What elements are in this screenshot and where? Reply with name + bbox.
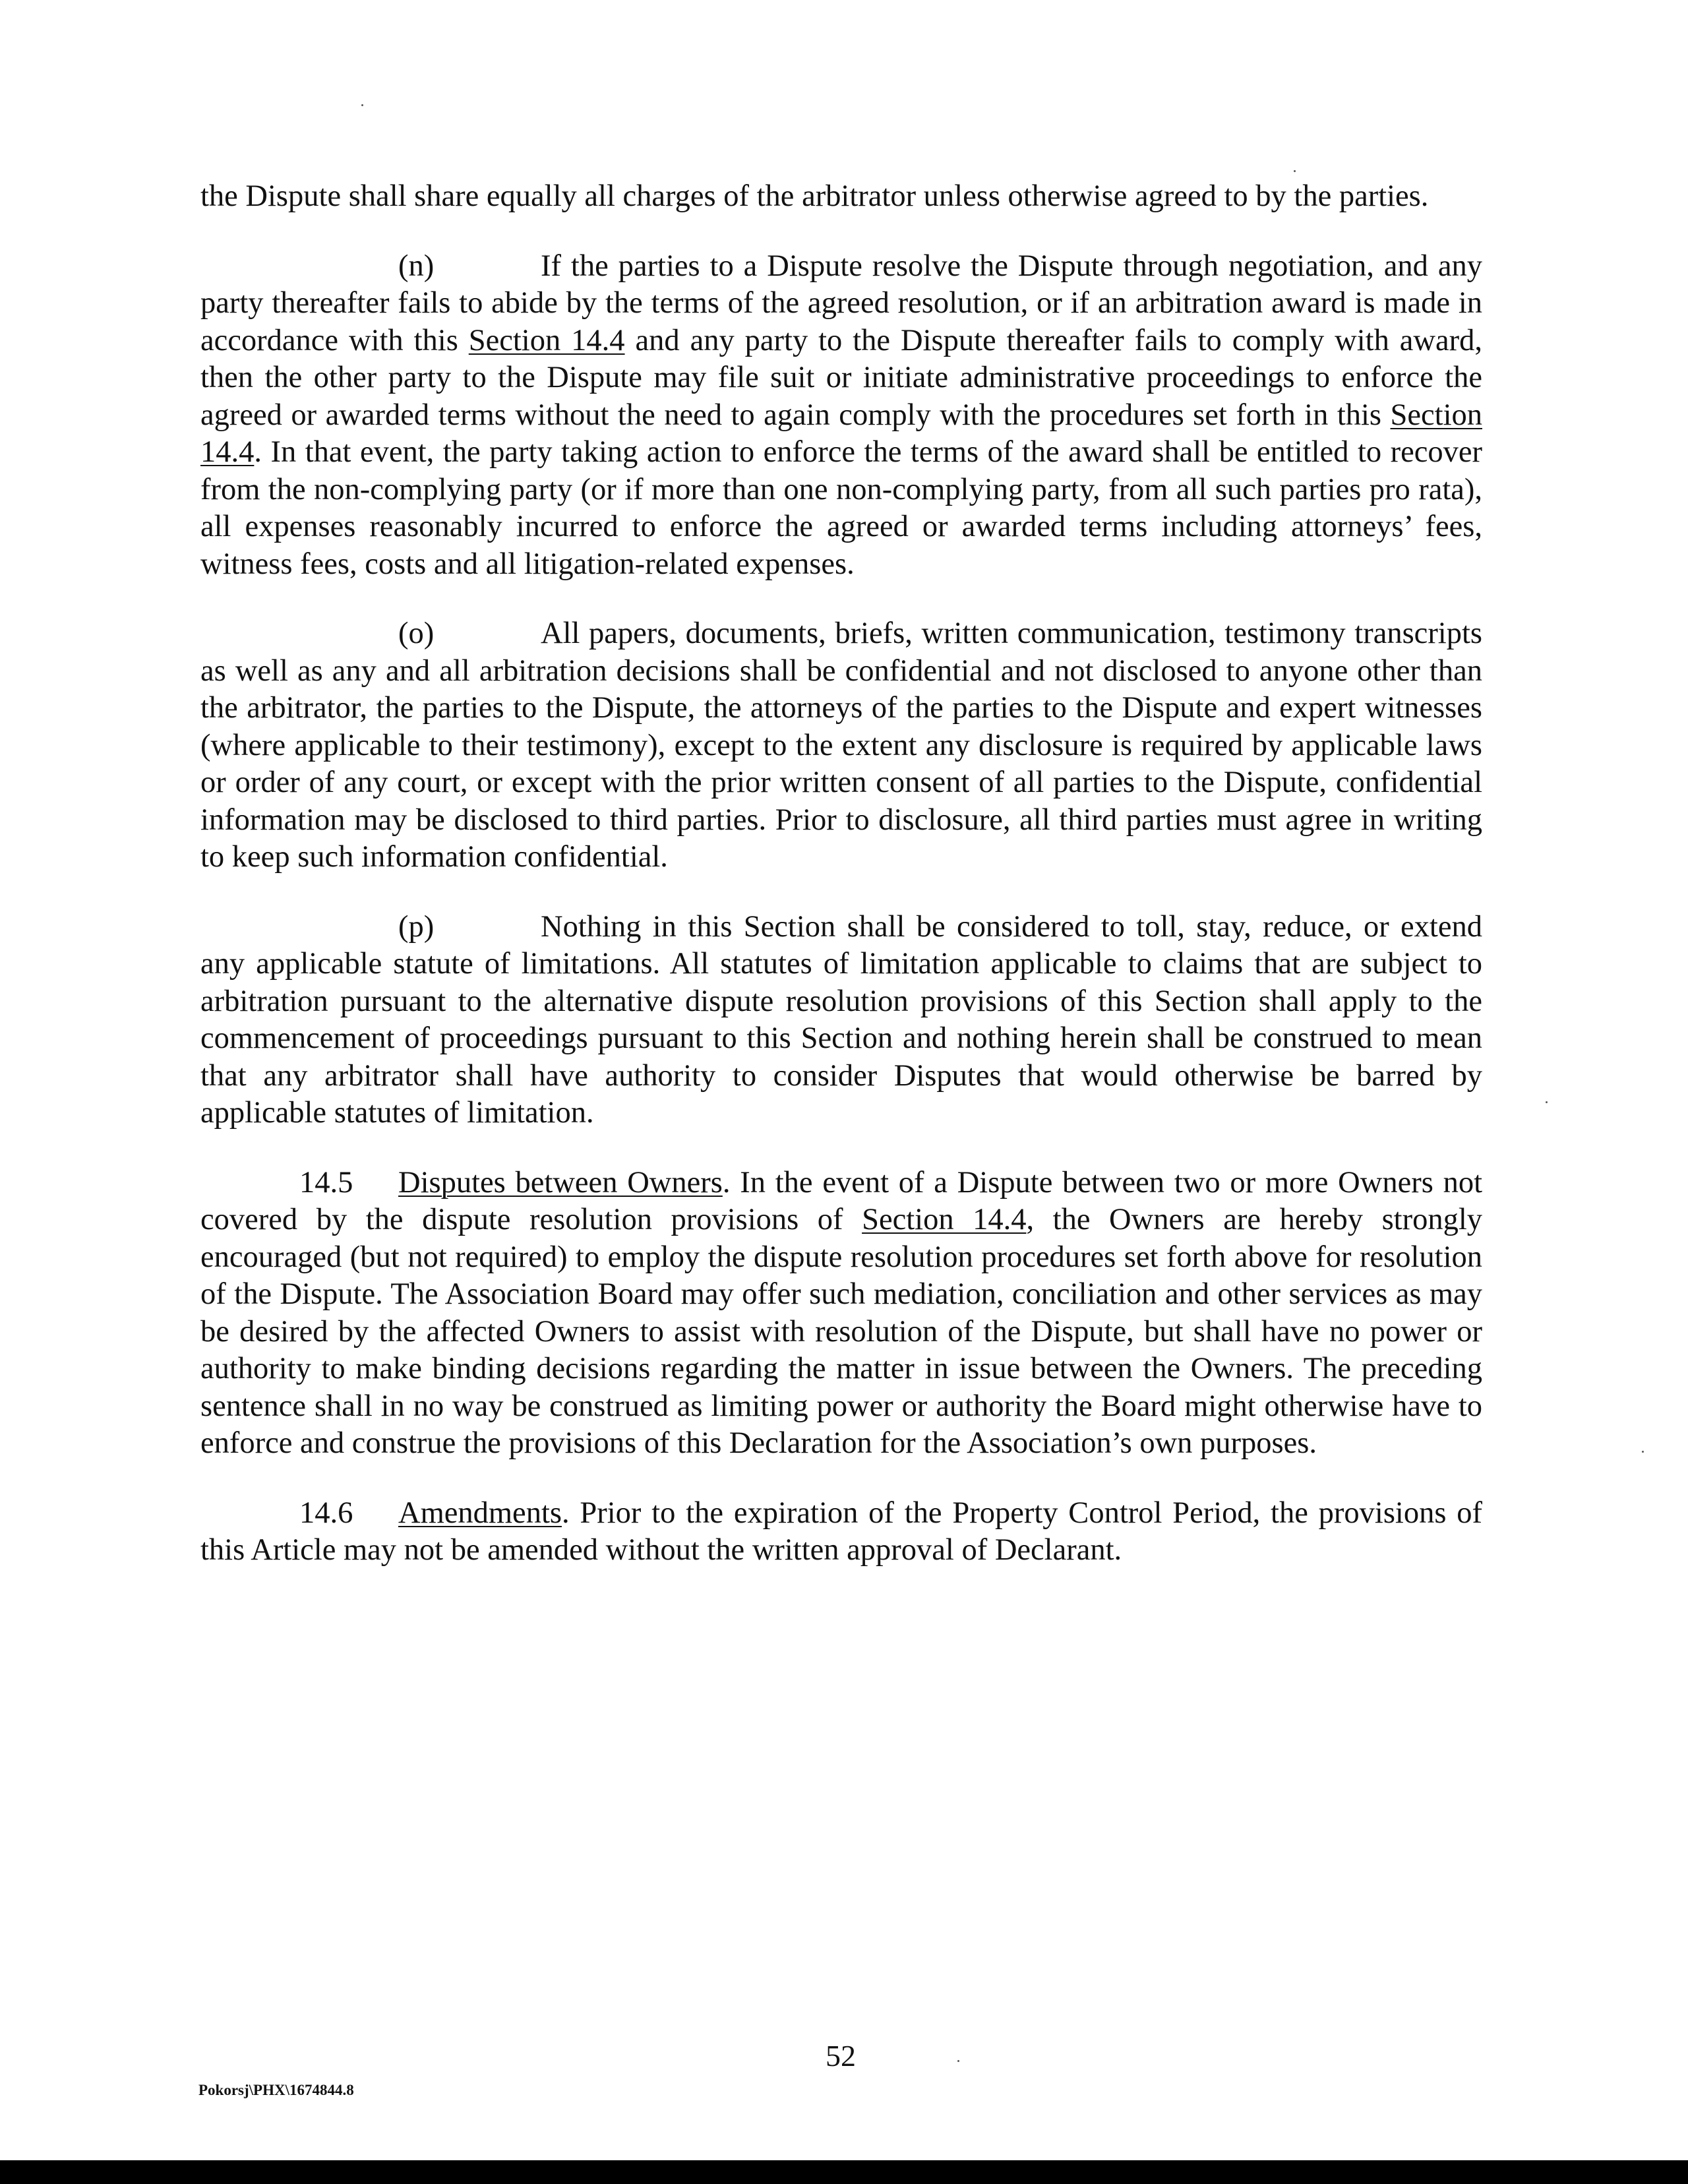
document-body (200, 178, 1482, 1602)
paragraph-n-text-2: and any party to the Dispute thereafter fails to comply with award, then the other party to the Dispute may file suit or initiate administrative proceedings to enforce the agreed or awarded terms without the need to again comply with the procedures set forth in this (200, 323, 1482, 432)
section-14-4-reference: Section 14.4 (862, 1203, 1027, 1236)
paragraph-n (200, 248, 1482, 584)
scan-speck (1294, 170, 1296, 172)
intro-text: the Dispute shall share equally all charges of the arbitrator unless otherwise agreed to by the parties. (200, 179, 1429, 213)
section-14-5-text-2: , the Owners are hereby strongly encouraged (but not required) to employ the dispute resolution procedures set forth above for resolution of the Dispute. The Association Board may offer such mediation, conciliation and other services as may be desired by the affected Owners to assist with resolution of the Dispute, but shall have no power or authority to make binding decisions regarding the matter in issue between the Owners. The preceding sentence shall in no way be construed as limiting power or authority the Board might otherwise have to enforce and construe the provisions of this Declaration for the Association’s own purposes. (200, 1203, 1482, 1460)
paragraph-n-marker: (n) (398, 249, 435, 283)
paragraph-o-marker: (o) (398, 617, 435, 650)
paragraph-p-text: Nothing in this Section shall be considered to toll, stay, reduce, or extend any applicable statute of limitations. All statutes of limitation applicable to claims that are subject to arbitration pursuant to the alternative dispute resolution provisions of this Section shall apply to the commencement of proceedings pursuant to this Section and nothing herein shall be construed to mean that any arbitrator shall have authority to consider Disputes that would otherwise be barred by applicable statutes of limitation. (200, 909, 1482, 1130)
scan-speck (957, 2060, 959, 2062)
scan-speck (361, 104, 363, 106)
section-14-5-text-1: . In the event of a Dispute between two or more Owners not covered by the dispute resolution provisions of (200, 1165, 1482, 1236)
section-14-6-heading: Amendments (398, 1496, 562, 1530)
section-14-5 (200, 1165, 1482, 1463)
scan-speck (1546, 1101, 1548, 1103)
paragraph-o (200, 615, 1482, 876)
paragraph-p (200, 909, 1482, 1132)
section-14-4-reference: Section 14.4 (200, 398, 1482, 469)
intro-paragraph (200, 178, 1482, 216)
scan-bottom-border (0, 2160, 1688, 2184)
section-14-6-text: . Prior to the expiration of the Property Control Period, the provisions of this Article may not be amended without the written approval of Declarant. (200, 1496, 1482, 1567)
scan-speck (1642, 1451, 1644, 1453)
document-id: Pokorsj\PHX\1674844.8 (198, 2082, 354, 2098)
section-14-5-number: 14.5 (299, 1165, 353, 1199)
page-number: 52 (826, 2039, 856, 2073)
section-14-6-number: 14.6 (299, 1496, 353, 1530)
paragraph-n-text-3: . In that event, the party taking action to enforce the terms of the award shall be entitled to recover from the non-complying party (or if more than one non-complying party, from all such parties pro rata), all expenses reasonably incurred to enforce the agreed or awarded terms including attorneys’ fees, witness fees, costs and all litigation-related expenses. (200, 435, 1482, 581)
paragraph-p-marker: (p) (398, 909, 435, 944)
section-14-5-heading: Disputes between Owners (398, 1165, 723, 1199)
paragraph-n-text-1: If the parties to a Dispute resolve the Dispute through negotiation, and any party thereafter fails to abide by the terms of the agreed resolution, or if an arbitration award is made in accordance with this (200, 249, 1482, 357)
section-14-4-reference: Section 14.4 (468, 323, 625, 357)
section-14-6 (200, 1495, 1482, 1569)
paragraph-o-text: All papers, documents, briefs, written communication, testimony transcripts as well as any and all arbitration decisions shall be confidential and not disclosed to anyone other than the arbitrator, the parties to the Dispute, the attorneys of the parties to the Dispute and expert witnesses (where applicable to their testimony), except to the extent any disclosure is required by applicable laws or order of any court, or except with the prior written consent of all parties to the Dispute, confidential information may be disclosed to third parties. Prior to disclosure, all third parties must agree in writing to keep such information confidential. (200, 617, 1482, 874)
